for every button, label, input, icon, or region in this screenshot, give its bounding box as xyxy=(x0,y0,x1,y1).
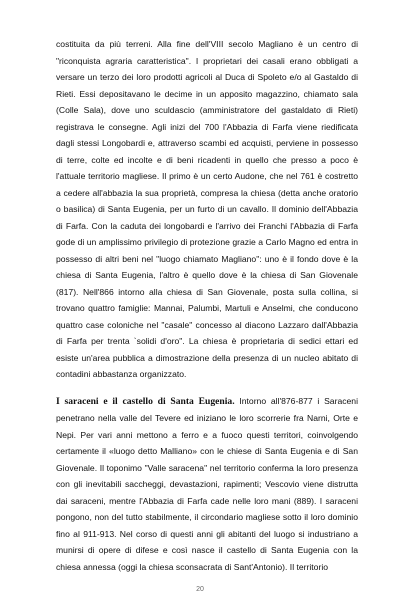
section-heading-saracens: I saraceni e il castello di Santa Eugenia. xyxy=(56,395,235,407)
paragraph-saracens xyxy=(56,393,358,576)
paragraph-farfa-dominion: costituita da più terreni. Alla fine dell'VIII secolo Magliano è un centro di "riconquista agraria caratteristica". I proprietari dei casali erano obbligati a versare un terzo dei loro prodotti agricoli al Duca di Spoleto e/o al Gastaldo di Rieti. Essi depositavano le decime in un apposito magazzino, chiamato sala (Colle Sala), dove uno sculdascio (amministratore del gastaldato di Rieti) registrava le consegne. Agli inizi del 700 l'Abbazia di Farfa viene riedificata dagli stessi Longobardi e, attraverso scambi ed acquisti, perviene in possesso di terre, colte ed incolte e di beni ricadenti in quello che presso a poco è l'attuale territorio magliese. Il primo è un certo Audone, che nel 761 è costretto a cedere all'abbazia la sua proprietà, compresa la chiesa (detta anche oratorio o basilica) di Santa Eugenia, per un furto di un cavallo. Il dominio dell'Abbazia di Farfa. Con la caduta dei longobardi e l'arrivo dei Franchi l'Abbazia di Farfa gode di un amplissimo privilegio di protezione grazie a Carlo Magno ed entra in possesso di altri beni nel "luogo chiamato Magliano": uno è il fondo dove è la chiesa di Santa Eugenia, l'altro è quello dove è la chiesa di San Giovenale (817). Nell'866 intorno alla chiesa di San Giovenale, posta sulla collina, si trovano quattro famiglie: Mannai, Palumbi, Martuli e Anselmi, che conducono quattro case coloniche nel "casale" concesso al diacono Lazzaro dall'Abbazia di Farfa per trenta `solidi d'oro". La chiesa è proprietaria di sedici ettari ed esiste un'area pubblica a dimostrazione della presenza di un nucleo abitato di contadini abbastanza organizzato. xyxy=(56,39,358,379)
page-number: 20 xyxy=(196,586,204,593)
paragraph-saracens-body: Intorno all'876-877 i Saraceni penetrano nella valle del Tevere ed iniziano le loro scorrerie fra Narni, Orte e Nepi. Per vari anni mettono a ferro e a fuoco questi territori, coinvolgendo certamente il «luogo detto Malliano» con le chiese di Santa Eugenia e di San Giovenale. Il toponimo "Valle saracena" nel territorio conferma la loro presenza con gli inevitabili saccheggi, devastazioni, rapimenti; Vescovio viene distrutta dai saraceni, mentre l'Abbazia di Farfa cade nelle loro mani (889). I saraceni pongono, non del tutto stabilmente, il circondario magliese sotto il loro dominio fino al 911-913. Nel corso di questi anni gli abitanti del luogo si industriano a munirsi di opere di difese e così nasce il castello di Santa Eugenia con la chiesa annessa (oggi la chiesa sconsacrata di Sant'Antonio). Il territorio xyxy=(56,395,358,572)
